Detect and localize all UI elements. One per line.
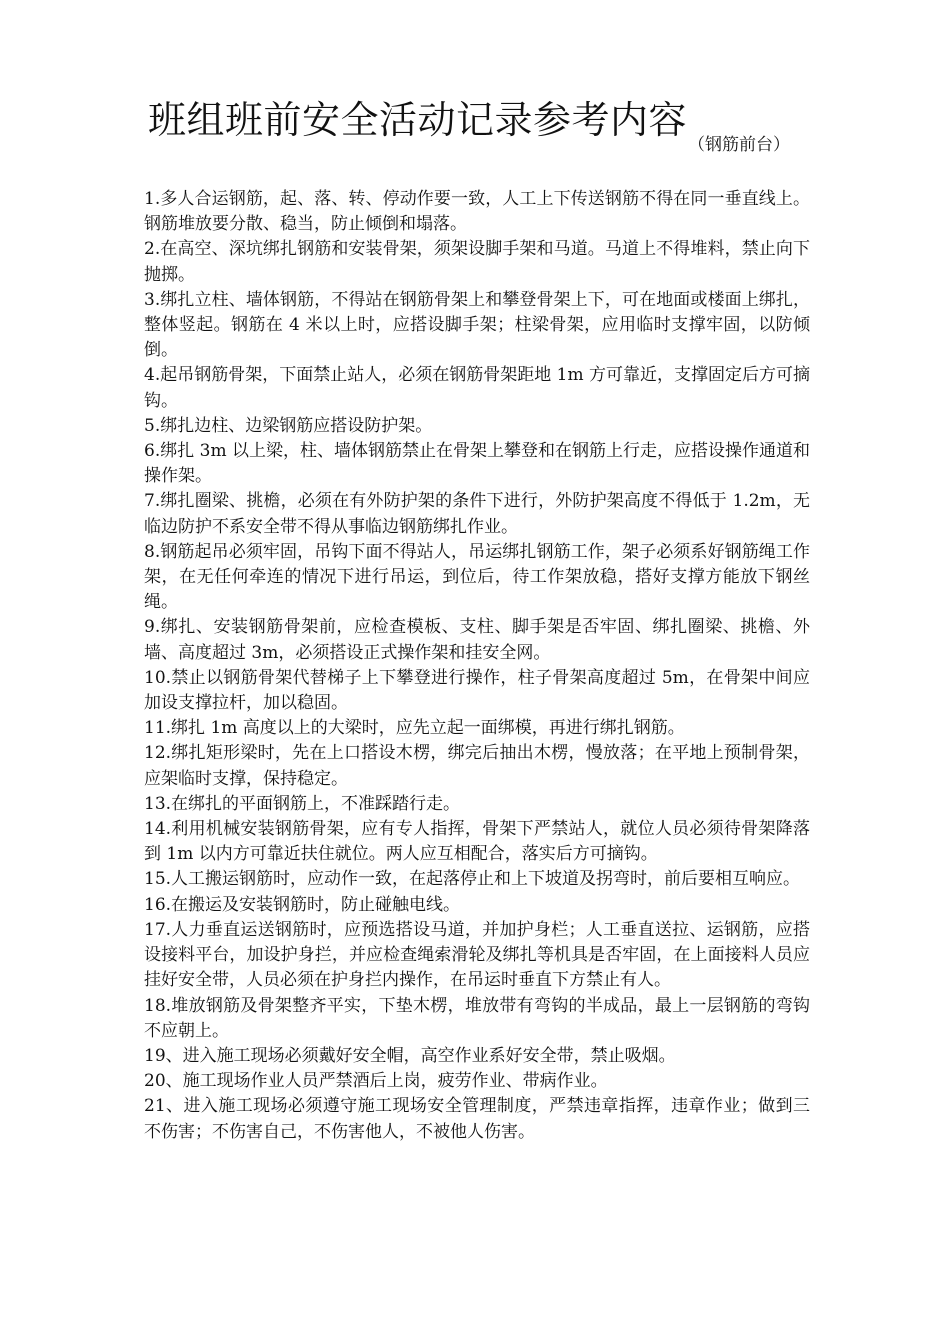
rule-item-3: 3.绑扎立柱、墙体钢筋，不得站在钢筋骨架上和攀登骨架上下，可在地面或楼面上绑扎，整体竖起。钢筋在 4 米以上时，应搭设脚手架；柱梁骨架，应用临时支撑牢固，以防倾倒。 (144, 289, 810, 361)
rule-item-14: 14.利用机械安装钢筋骨架，应有专人指挥，骨架下严禁站人，就位人员必须待骨架降落到 1m 以内方可靠近扶住就位。两人应互相配合，落实后方可摘钩。 (144, 819, 810, 865)
rule-item-13: 13.在绑扎的平面钢筋上，不准踩踏行走。 (144, 793, 461, 814)
rule-item-20: 20、施工现场作业人员严禁酒后上岗，疲劳作业、带病作业。 (144, 1071, 608, 1092)
rule-item-15: 15.人工搬运钢筋时，应动作一致，在起落停止和上下坡道及拐弯时，前后要相互响应。 (144, 869, 801, 890)
rule-item-11: 11.绑扎 1m 高度以上的大梁时，应先立起一面绑模，再进行绑扎钢筋。 (144, 718, 685, 739)
rule-item-12: 12.绑扎矩形梁时，先在上口搭设木楞，绑完后抽出木楞，慢放落；在平地上预制骨架，应架临时支撑，保持稳定。 (144, 743, 810, 789)
document-title: 班组班前安全活动记录参考内容 (148, 98, 688, 142)
rule-item-1: 1.多人合运钢筋，起、落、转、停动作要一致，人工上下传送钢筋不得在同一垂直线上。钢筋堆放要分散、稳当，防止倾倒和塌落。 (144, 189, 810, 235)
rule-item-9: 9.绑扎、安装钢筋骨架前，应检查模板、支柱、脚手架是否牢固、绑扎圈梁、挑檐、外墙、高度超过 3m，必须搭设正式操作架和挂安全网。 (144, 617, 810, 663)
safety-rules-list (144, 187, 810, 1145)
rule-item-19: 19、进入施工现场必须戴好安全帽，高空作业系好安全带，禁止吸烟。 (144, 1045, 676, 1066)
document-subtitle: （钢筋前台） (688, 135, 790, 155)
rule-item-2: 2.在高空、深坑绑扎钢筋和安装骨架，须架设脚手架和马道。马道上不得堆料，禁止向下抛掷。 (144, 239, 810, 285)
rule-item-6: 6.绑扎 3m 以上梁，柱、墙体钢筋禁止在骨架上攀登和在钢筋上行走，应搭设操作通道和操作架。 (144, 441, 810, 487)
rule-item-21: 21、进入施工现场必须遵守施工现场安全管理制度，严禁违章指挥，违章作业；做到三不伤害；不伤害自己，不伤害他人，不被他人伤害。 (144, 1096, 810, 1142)
rule-item-5: 5.绑扎边柱、边梁钢筋应搭设防护架。 (144, 415, 433, 436)
rule-item-10: 10.禁止以钢筋骨架代替梯子上下攀登进行操作，柱子骨架高度超过 5m，在骨架中间应加设支撑拉杆，加以稳固。 (144, 667, 810, 714)
rule-item-17: 17.人力垂直运送钢筋时，应预选搭设马道，并加护身栏；人工垂直送拉、运钢筋，应搭设接料平台，加设护身拦，并应检查绳索滑轮及绑扎等机具是否牢固，在上面接料人员应挂好安全带，人员必须在护身拦内操作，在吊运时垂直下方禁止有人。 (144, 919, 810, 991)
rule-item-4: 4.起吊钢筋骨架，下面禁止站人，必须在钢筋骨架距地 1m 方可靠近，支撑固定后方可摘钩。 (144, 365, 810, 411)
rule-item-16: 16.在搬运及安装钢筋时，防止碰触电线。 (144, 894, 461, 915)
rule-item-8: 8.钢筋起吊必须牢固，吊钩下面不得站人，吊运绑扎钢筋工作，架子必须系好钢筋绳工作架，在无任何牵连的情况下进行吊运，到位后，待工作架放稳，搭好支撑方能放下钢丝绳。 (144, 541, 810, 613)
rule-item-18: 18.堆放钢筋及骨架整齐平实，下垫木楞，堆放带有弯钩的半成品，最上一层钢筋的弯钩不应朝上。 (144, 995, 810, 1041)
rule-item-7: 7.绑扎圈梁、挑檐，必须在有外防护架的条件下进行，外防护架高度不得低于 1.2m，无临边防护不系安全带不得从事临边钢筋绑扎作业。 (144, 491, 810, 537)
